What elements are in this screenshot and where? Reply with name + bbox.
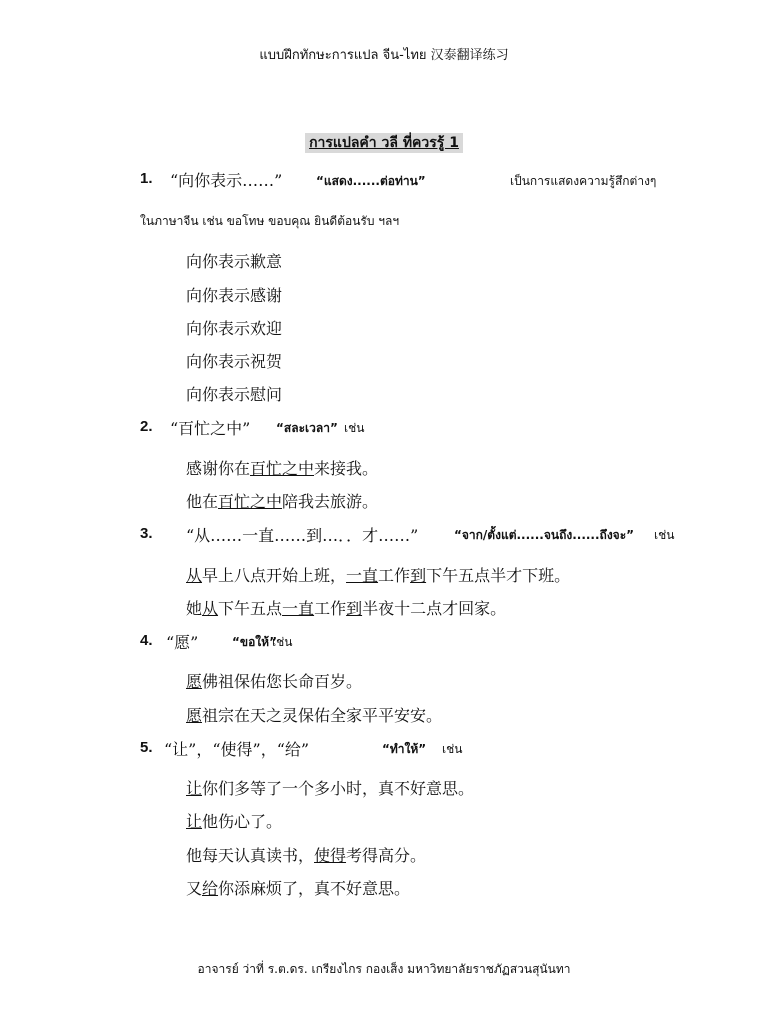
item-number-1: 1. bbox=[140, 170, 153, 187]
item-3-example-1: 从早上八点开始上班，一直工作到下午五点半才下班。 bbox=[186, 566, 571, 585]
item-4-phrase: “愿” bbox=[166, 633, 199, 652]
item-2-example-2: 他在百忙之中陪我去旅游。 bbox=[186, 492, 379, 511]
item-number-2: 2. bbox=[140, 418, 153, 435]
item-1-phrase: “向你表示……” bbox=[170, 171, 283, 190]
item-1-example-4: 向你表示祝贺 bbox=[186, 352, 283, 371]
item-4-thai: “ขอให้” bbox=[232, 635, 277, 649]
item-1-description-cont: ในภาษาจีน เช่น ขอโทษ ขอบคุณ ยินดีต้อนรับ ฯลฯ bbox=[140, 214, 400, 228]
item-2-phrase: “百忙之中” bbox=[170, 419, 251, 438]
item-5-thai: “ทำให้” bbox=[382, 742, 427, 756]
item-5-phrase: “让”，“使得”，“给” bbox=[164, 740, 310, 759]
item-1-example-5: 向你表示慰问 bbox=[186, 385, 283, 404]
item-1-example-2: 向你表示感谢 bbox=[186, 286, 283, 305]
item-4-example-1: 愿佛祖保佑您长命百岁。 bbox=[186, 672, 363, 691]
item-5-example-3: 他每天认真读书，使得考得高分。 bbox=[186, 846, 427, 865]
item-number-3: 3. bbox=[140, 525, 153, 542]
page-title-text: การแปลคำ วลี ที่ควรรู้ 1 bbox=[305, 133, 463, 153]
item-5-suffix: เช่น bbox=[442, 742, 463, 756]
item-number-4: 4. bbox=[140, 632, 153, 649]
item-5-example-1: 让你们多等了一个多小时，真不好意思。 bbox=[186, 779, 475, 798]
item-4-suffix: เช่น bbox=[272, 635, 293, 649]
page-header: แบบฝึกทักษะการแปล จีน-ไทย 汉泰翻译练习 bbox=[259, 48, 509, 63]
item-2-thai: “สละเวลา” bbox=[276, 421, 338, 435]
item-1-thai: “แสดง......ต่อท่าน” bbox=[316, 174, 426, 188]
item-2-suffix: เช่น bbox=[344, 421, 365, 435]
item-3-phrase: “从……一直……到…．．才……” bbox=[186, 526, 419, 545]
page-title bbox=[0, 132, 768, 154]
item-3-suffix: เช่น bbox=[654, 528, 675, 542]
item-1-example-1: 向你表示歉意 bbox=[186, 252, 283, 271]
page-footer: อาจารย์ ว่าที่ ร.ต.ดร. เกรียงไกร กองเส็ง มหาวิทยาลัยราชภัฏสวนสุนันทา bbox=[197, 962, 571, 976]
item-5-example-2: 让他伤心了。 bbox=[186, 812, 283, 831]
item-number-5: 5. bbox=[140, 739, 153, 756]
item-1-example-3: 向你表示欢迎 bbox=[186, 319, 283, 338]
item-3-thai: “จาก/ตั้งแต่......จนถึง......ถึงจะ” bbox=[454, 528, 635, 542]
item-2-example-1: 感谢你在百忙之中来接我。 bbox=[186, 459, 379, 478]
item-3-example-2: 她从下午五点一直工作到半夜十二点才回家。 bbox=[186, 599, 507, 618]
item-1-description: เป็นการแสดงความรู้สึกต่างๆ bbox=[510, 174, 657, 188]
item-5-example-4: 又给你添麻烦了，真不好意思。 bbox=[186, 879, 411, 898]
item-4-example-2: 愿祖宗在天之灵保佑全家平平安安。 bbox=[186, 706, 443, 725]
